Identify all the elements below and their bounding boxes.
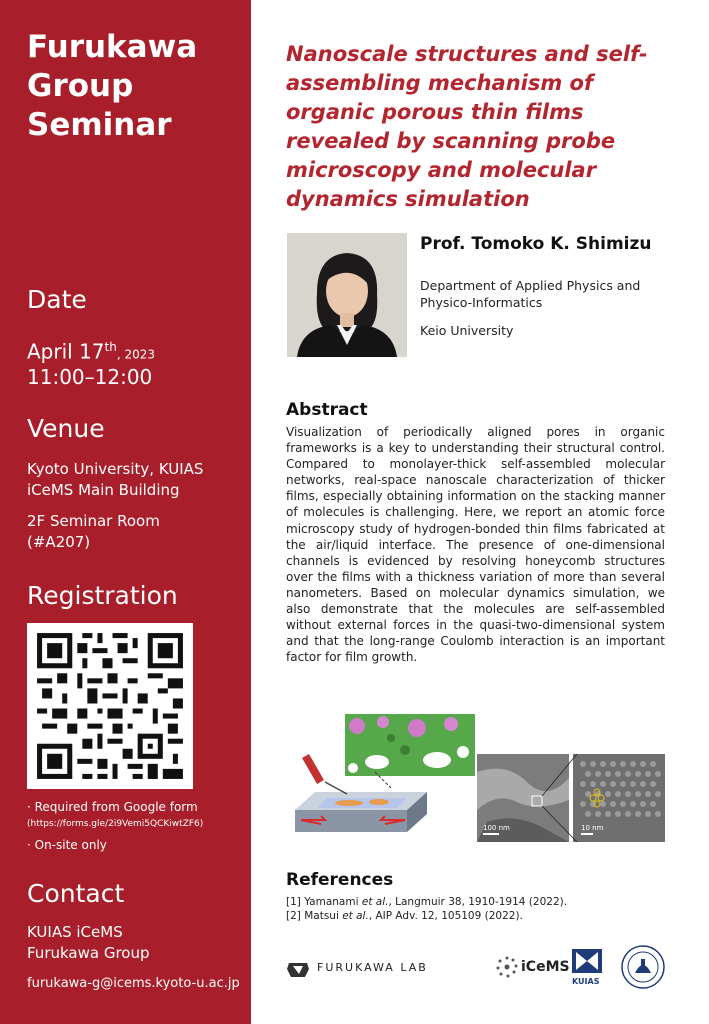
registration-note-form: · Required from Google form <box>27 800 198 814</box>
date-year: , 2023 <box>116 347 156 362</box>
icems-logo-icon <box>495 955 519 979</box>
contact-line2: Furukawa Group <box>27 944 150 962</box>
seminar-title-line2: Group <box>27 68 134 104</box>
venue-room2: (#A207) <box>27 533 91 551</box>
seminar-title <box>27 28 197 145</box>
furukawa-lab-logo-icon <box>287 959 309 979</box>
seminar-title-line3: Seminar <box>27 107 172 143</box>
contact-heading: Contact <box>27 879 125 908</box>
venue-line2: iCeMS Main Building <box>27 481 180 499</box>
registration-note-onsite: · On-site only <box>27 838 107 852</box>
icems-wordmark: iCeMS <box>521 959 570 975</box>
time-value: 11:00–12:00 <box>27 365 153 389</box>
registration-url-link[interactable]: (https://forms.gle/2i9Vemi5QCKiwtZF6) <box>27 819 204 829</box>
svg-text:10 nm: 10 nm <box>581 824 604 832</box>
qr-code-icon <box>27 623 193 789</box>
seminar-title-line1: Furukawa <box>27 29 198 65</box>
main-content <box>251 0 709 1024</box>
talk-title: Nanoscale structures and self-assembling mechanism of organic porous thin films revealed by scanning probe microscopy and molecular dynamics simulation <box>286 42 648 211</box>
contact-line1: KUIAS iCeMS <box>27 923 123 941</box>
date-heading: Date <box>27 285 87 314</box>
svg-text:100 nm: 100 nm <box>483 824 510 832</box>
sidebar <box>0 0 251 1024</box>
abstract-figure <box>287 712 667 867</box>
abstract-text: Visualization of periodically aligned pores in organic frameworks is a key to understanding their structural control. Compared to monolayer-thick self-assembled molecular networks, real-space nanoscale characterization of thicker films, especially obtaining information on the stacking manner of molecules is challenging. Here, we report an atomic force microscopy study of hydrogen-bonded thin films fabricated at the air/liquid interface. The presence of one-dimensional channels is evidenced by resolving honeycomb structures over the films with a thickness variation of more than several nanometers. Based on molecular dynamics simulation, we also demonstrate that the molecules are self-assembled without external forces in the quasi-two-dimensional system and that the long-range Coulomb interaction is an important factor for film growth. <box>286 425 665 665</box>
kuias-logo-icon <box>572 949 602 973</box>
date-suffix: th <box>104 340 117 354</box>
references-list <box>286 895 567 923</box>
venue-heading: Venue <box>27 414 105 443</box>
reference-2-citation: , AIP Adv. 12, 105109 (2022). <box>368 910 523 922</box>
reference-2-author: [2] Matsui <box>286 910 343 922</box>
venue-room1: 2F Seminar Room <box>27 512 160 530</box>
logos-bar <box>287 945 687 995</box>
registration-qr-code[interactable] <box>27 623 193 789</box>
reference-1-etal: et al. <box>361 896 389 908</box>
venue-line1: Kyoto University, KUIAS <box>27 460 204 478</box>
kuias-wordmark: KUIAS <box>572 977 600 986</box>
abstract-heading: Abstract <box>286 400 368 420</box>
date-month-day: April 17 <box>27 339 105 364</box>
contact-email-link[interactable]: furukawa-g@icems.kyoto-u.ac.jp <box>27 976 240 991</box>
registration-heading: Registration <box>27 581 178 610</box>
speaker-photo <box>287 233 407 357</box>
speaker-department: Department of Applied Physics and Physico-Informatics <box>420 278 641 310</box>
md-simulation-snapshot-icon <box>345 714 475 776</box>
furukawa-lab-wordmark: FURUKAWA LAB <box>317 961 428 974</box>
speaker-university: Keio University <box>420 323 514 338</box>
reference-item-2 <box>286 909 567 923</box>
afm-image-large-scale-icon <box>477 754 569 842</box>
references-heading: References <box>286 870 394 890</box>
reference-2-etal: et al. <box>342 910 369 922</box>
reference-item-1 <box>286 895 567 909</box>
speaker-portrait-icon <box>287 233 407 357</box>
afm-image-honeycomb-icon <box>573 754 665 842</box>
experiment-illustration-icon <box>287 712 667 867</box>
reference-1-citation: , Langmuir 38, 1910-1914 (2022). <box>388 896 568 908</box>
kyoto-university-seal-icon <box>621 945 665 989</box>
reference-1-author: [1] Yamanami <box>286 896 362 908</box>
speaker-name: Prof. Tomoko K. Shimizu <box>420 234 652 254</box>
